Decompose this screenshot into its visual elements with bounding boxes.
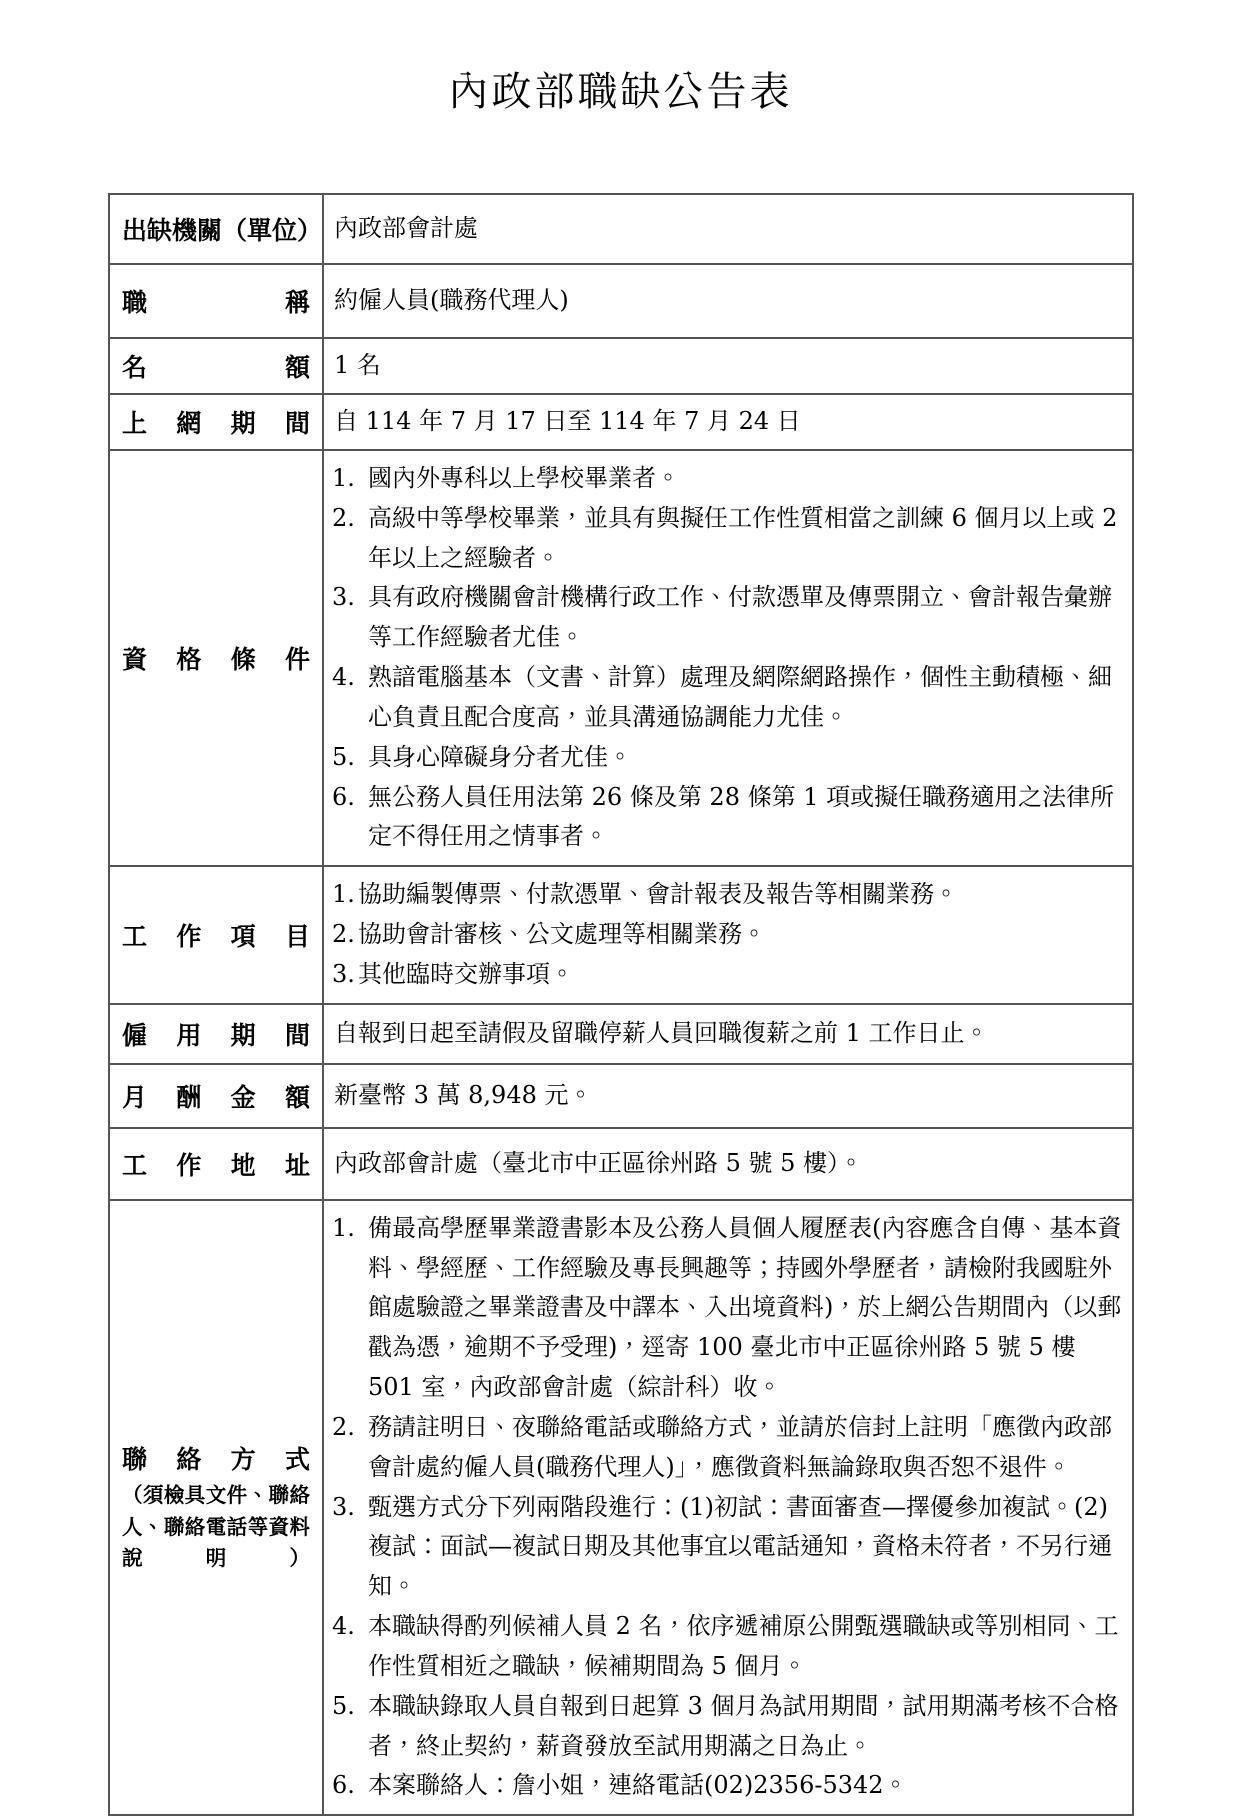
item-number: 6.: [332, 1771, 355, 1800]
work-address-label: 工作地址: [109, 1128, 323, 1200]
work-items-list: [323, 866, 1133, 1003]
item-number: 3.: [332, 1492, 355, 1521]
row-salary: [109, 1064, 1133, 1128]
contact-list: [323, 1200, 1133, 1815]
item-text: 本案聯絡人：詹小姐，連絡電話(02)2356-5342。: [368, 1771, 908, 1800]
list-item: [332, 1408, 1126, 1488]
job-title-value: 約僱人員(職務代理人): [323, 264, 1133, 338]
item-number: 2.: [332, 1412, 355, 1441]
item-text: 熟諳電腦基本（文書、計算）處理及網際網路操作，個性主動積極、細心負責且配合度高，並具溝通協調能力尤佳。: [368, 663, 1112, 731]
item-text: 備最高學歷畢業證書影本及公務人員個人履歷表(內容應含自傳、基本資料、學經歷、工作經驗及專長興趣等；持國外學歷者，請檢附我國駐外館處驗證之畢業證書及中譯本、入出境資料)，於上網公告期間內（以郵戳為憑，逾期不予受理)，逕寄 100 臺北市中正區徐州路 5 號 5 樓 501 室，內政部會計處（綜計科）收。: [368, 1213, 1122, 1402]
item-number: 1.: [332, 1213, 355, 1242]
quota-label: 名額: [109, 338, 323, 394]
list-item: [332, 1766, 1126, 1806]
list-item: [332, 875, 1126, 915]
item-number: 2.: [332, 920, 355, 949]
item-number: 3.: [332, 583, 355, 612]
row-quota: [109, 338, 1133, 394]
item-number: 1.: [332, 880, 355, 909]
posting-period-label: 上網期間: [109, 394, 323, 450]
item-text: 無公務人員任用法第 26 條及第 28 條第 1 項或擬任職務適用之法律所定不得任用之情事者。: [368, 782, 1115, 851]
item-text: 甄選方式分下列兩階段進行：(1)初試：書面審查—擇優參加複試。(2)複試：面試—複試日期及其他事宜以電話通知，資格未符者，不另行通知。: [368, 1492, 1112, 1601]
contact-sublabel: （須檢具文件、聯絡人、聯絡電話等資料說明）: [122, 1482, 310, 1571]
item-text: 國內外專科以上學校畢業者。: [368, 464, 680, 492]
salary-label: 月酬金額: [109, 1064, 323, 1128]
work-items-label: 工作項目: [109, 866, 323, 1003]
item-text: 具有政府機關會計機構行政工作、付款憑單及傳票開立、會計報告彙辦等工作經驗者尤佳。: [368, 583, 1112, 652]
row-agency: [109, 194, 1133, 264]
contact-label-cell: [109, 1200, 323, 1815]
item-number: 4.: [332, 663, 355, 692]
item-number: 3.: [332, 959, 355, 988]
list-item: [332, 459, 1126, 499]
employment-period-label: 僱用期間: [109, 1004, 323, 1064]
row-work-address: [109, 1128, 1133, 1200]
posting-period-value: 自 114 年 7 月 17 日至 114 年 7 月 24 日: [323, 394, 1133, 450]
qualifications-list: [323, 450, 1133, 866]
page-title: 內政部職缺公告表: [448, 69, 793, 115]
agency-value: 內政部會計處: [323, 194, 1133, 264]
item-text: 本職缺得酌列候補人員 2 名，依序遞補原公開甄選職缺或等別相同、工作性質相近之職缺，候補期間為 5 個月。: [368, 1612, 1119, 1680]
list-item: [332, 499, 1126, 579]
item-text: 其他臨時交辦事項。: [358, 959, 574, 988]
item-number: 4.: [332, 1612, 355, 1641]
list-item: [332, 658, 1126, 738]
item-text: 高級中等學校畢業，並具有與擬任工作性質相當之訓練 6 個月以上或 2 年以上之經驗者。: [368, 503, 1118, 572]
work-address-value: 內政部會計處（臺北市中正區徐州路 5 號 5 樓）。: [323, 1128, 1133, 1200]
item-text: 本職缺錄取人員自報到日起算 3 個月為試用期間，試用期滿考核不合格者，終止契約，薪資發放至試用期滿之日為止。: [368, 1691, 1119, 1760]
salary-value: 新臺幣 3 萬 8,948 元。: [323, 1064, 1133, 1128]
list-item: [332, 778, 1126, 858]
item-text: 具身心障礙身分者尤佳。: [368, 742, 632, 771]
item-number: 6.: [332, 782, 355, 811]
row-work-items: [109, 866, 1133, 1003]
item-number: 5.: [332, 1691, 355, 1720]
agency-label: 出缺機關（單位）: [109, 194, 323, 264]
item-text: 務請註明日、夜聯絡電話或聯絡方式，並請於信封上註明「應徵內政部會計處約僱人員(職務代理人)」，應徵資料無論錄取與否恕不退件。: [368, 1412, 1112, 1481]
list-item: [332, 738, 1126, 778]
row-posting-period: [109, 394, 1133, 450]
qualifications-label: 資格條件: [109, 450, 323, 866]
contact-label: 聯絡方式: [122, 1444, 310, 1474]
row-contact: [109, 1200, 1133, 1815]
quota-value: 1 名: [323, 338, 1133, 394]
list-item: [332, 1209, 1126, 1408]
item-number: 1.: [332, 464, 355, 492]
job-vacancy-table: [108, 193, 1134, 1816]
job-title-label: 職稱: [109, 264, 323, 338]
row-qualifications: [109, 450, 1133, 866]
list-item: [332, 915, 1126, 955]
row-employment-period: [109, 1004, 1133, 1064]
item-number: 2.: [332, 503, 355, 532]
list-item: [332, 1687, 1126, 1767]
list-item: [332, 955, 1126, 995]
employment-period-value: 自報到日起至請假及留職停薪人員回職復薪之前 1 工作日止。: [323, 1004, 1133, 1064]
list-item: [332, 578, 1126, 658]
item-number: 5.: [332, 742, 355, 771]
row-job-title: [109, 264, 1133, 338]
item-text: 協助編製傳票、付款憑單、會計報表及報告等相關業務。: [358, 880, 958, 909]
item-text: 協助會計審核、公文處理等相關業務。: [358, 920, 766, 949]
list-item: [332, 1488, 1126, 1607]
list-item: [332, 1607, 1126, 1687]
